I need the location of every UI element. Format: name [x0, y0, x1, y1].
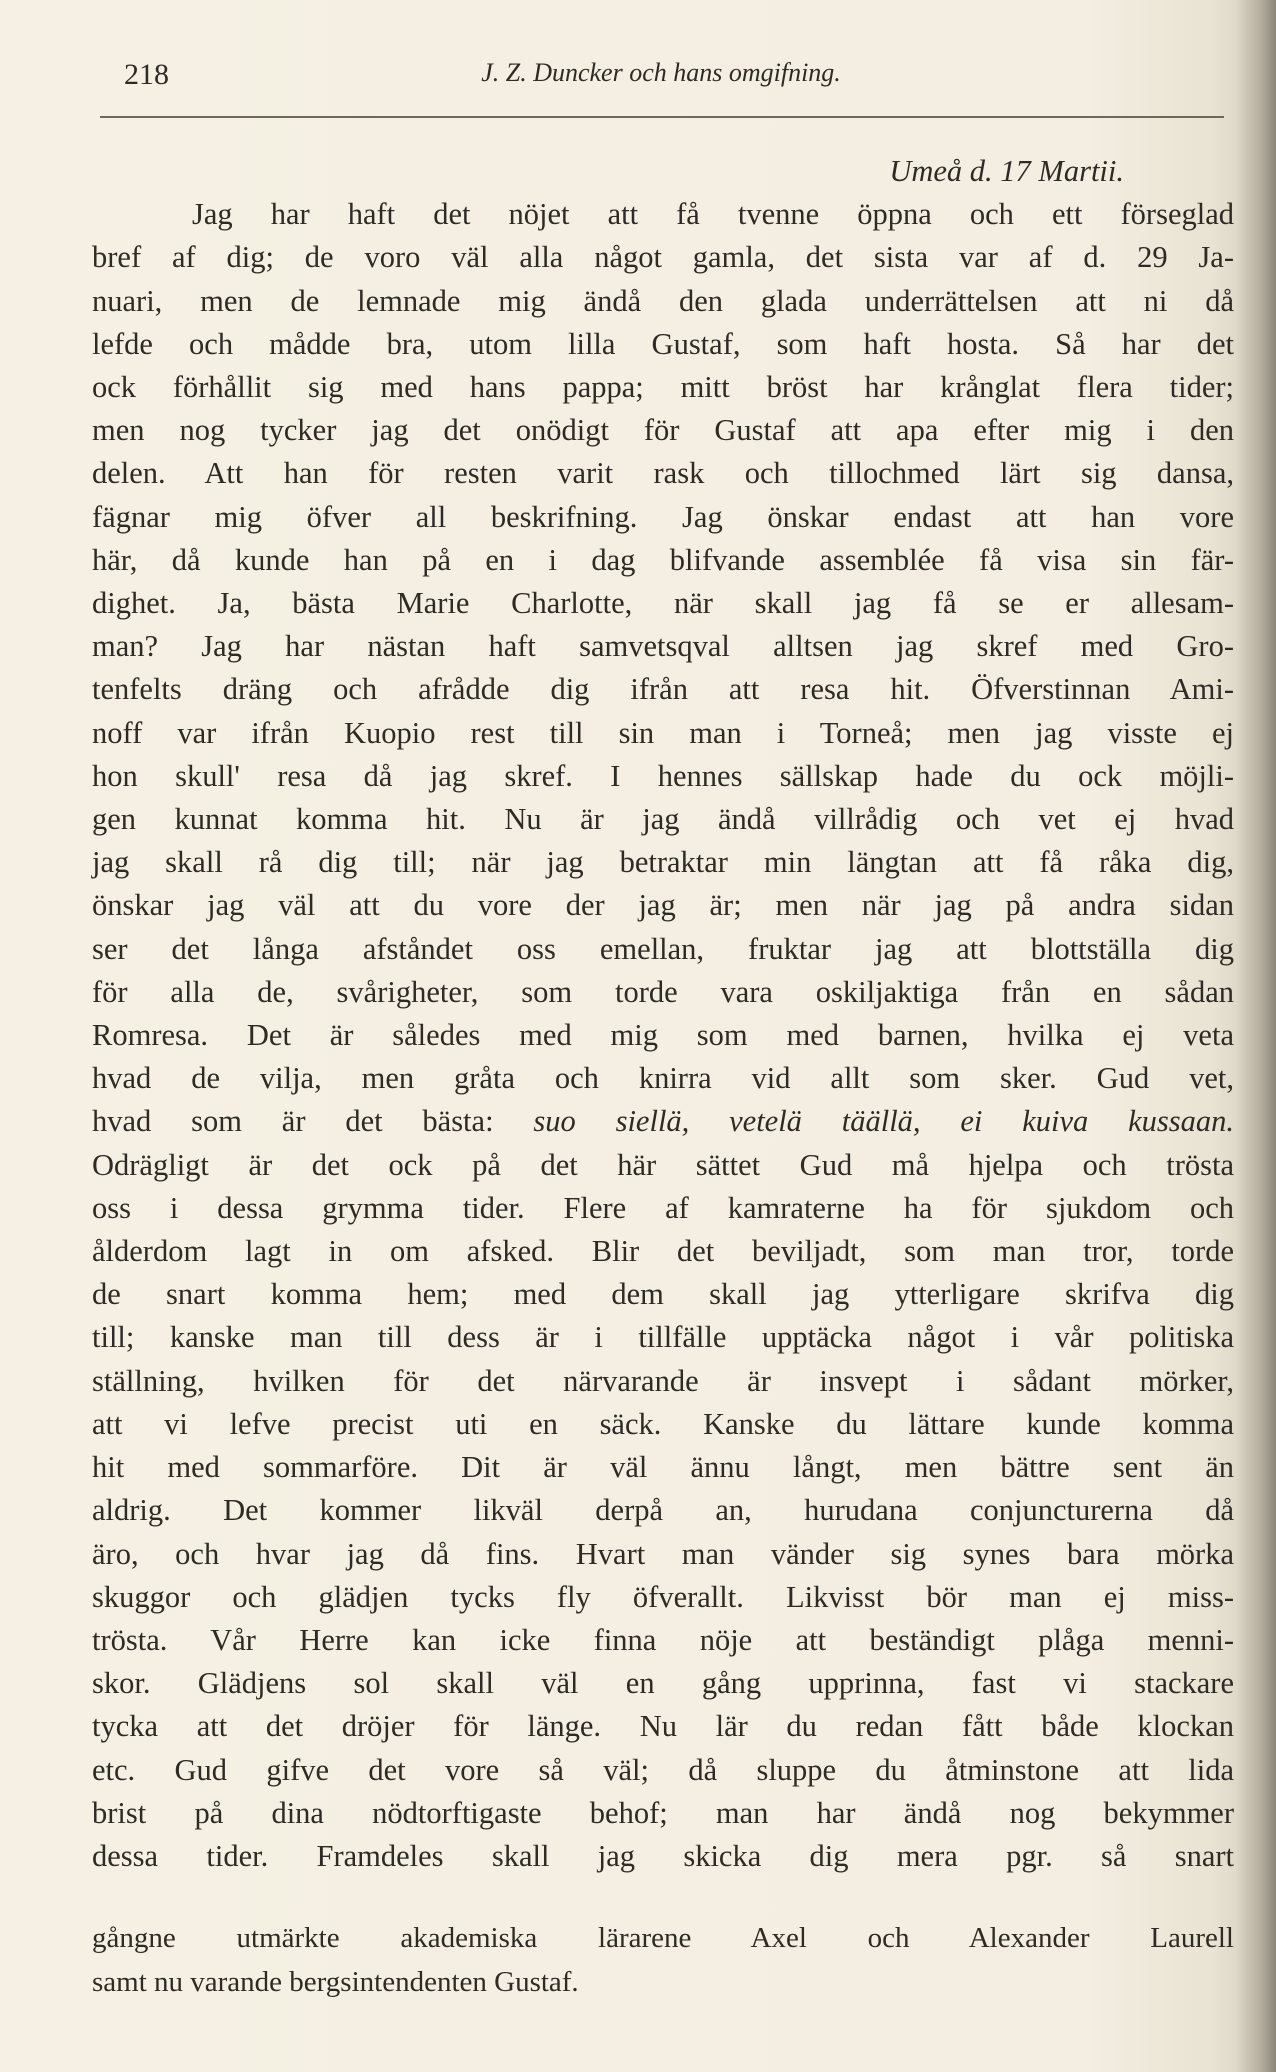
text-line: skor. Glädjens sol skall väl en gång upprinna, fast vi stackare — [92, 1666, 1234, 1701]
letter-lines — [92, 193, 1234, 1878]
text-line: aldrig. Det kommer likväl derpå an, hurudana conjuncturerna då — [92, 1493, 1234, 1528]
text-line: gen kunnat komma hit. Nu är jag ändå villrådig och vet ej hvad — [92, 802, 1234, 837]
text-line: ock förhållit sig med hans pappa; mitt bröst har krånglat flera tider; — [92, 370, 1234, 405]
dateline: Umeå d. 17 Martii. — [889, 154, 1124, 188]
page-edge-shadow — [1236, 0, 1276, 2072]
text-line: tenfelts dräng och afrådde dig ifrån att resa hit. Öfverstinnan Ami- — [92, 672, 1234, 707]
text-line-prefix: hvad som är det bästa: — [92, 1104, 534, 1139]
text-line: fägnar mig öfver all beskrifning. Jag önskar endast att han vore — [92, 499, 1234, 534]
footnote-line: samt nu varande bergsintendenten Gustaf. — [92, 1966, 579, 1998]
text-line: man? Jag har nästan haft samvetsqval alltsen jag skref med Gro- — [92, 629, 1234, 664]
text-line: dessa tider. Framdeles skall jag skicka dig mera pgr. så snart — [92, 1838, 1234, 1873]
header-rule — [100, 116, 1224, 118]
text-line: hit med sommarföre. Dit är väl ännu långt, men bättre sent än — [92, 1450, 1234, 1485]
footnote-line: gångne utmärkte akademiska lärarene Axel och Alexander Laurell — [92, 1922, 1234, 1954]
text-line: delen. Att han för resten varit rask och tillochmed lärt sig dansa, — [92, 456, 1234, 491]
text-line: önskar jag väl att du vore der jag är; men när jag på andra sidan — [92, 888, 1234, 923]
text-line: jag skall rå dig till; när jag betraktar min längtan att få råka dig, — [92, 845, 1234, 880]
text-line: till; kanske man till dess är i tillfälle upptäcka något i vår politiska — [92, 1320, 1234, 1355]
text-line: äro, och hvar jag då fins. Hvart man vänder sig synes bara mörka — [92, 1536, 1234, 1571]
running-head: J. Z. Duncker och hans omgifning. — [481, 58, 841, 87]
text-line — [92, 1100, 1234, 1143]
footnote — [92, 1916, 1234, 2004]
text-line: nuari, men de lemnade mig ändå den glada underrättelsen att ni då — [92, 283, 1234, 318]
text-line: Romresa. Det är således med mig som med barnen, hvilka ej veta — [92, 1018, 1234, 1053]
text-line: för alla de, svårigheter, som torde vara oskiljaktiga från en sådan — [92, 974, 1234, 1009]
text-line: ålderdom lagt in om afsked. Blir det beviljadt, som man tror, torde — [92, 1234, 1234, 1269]
text-line: ser det långa afståndet oss emellan, fruktar jag att blottställa dig — [92, 931, 1234, 966]
text-line: hon skull' resa då jag skref. I hennes sällskap hade du ock möjli- — [92, 758, 1234, 793]
text-line: dighet. Ja, bästa Marie Charlotte, när skall jag få se er allesam- — [92, 586, 1234, 621]
letter-body — [92, 150, 1234, 1878]
text-line: att vi lefve precist uti en säck. Kanske du lättare kunde komma — [92, 1406, 1234, 1441]
text-line: etc. Gud gifve det vore så väl; då sluppe du åtminstone att lida — [92, 1752, 1234, 1787]
text-line: tycka att det dröjer för länge. Nu lär du redan fått både klockan — [92, 1709, 1234, 1744]
text-line: oss i dessa grymma tider. Flere af kamraterne ha för sjukdom och — [92, 1190, 1234, 1225]
text-line: bref af dig; de voro väl alla något gamla, det sista var af d. 29 Ja- — [92, 240, 1234, 275]
text-line: lefde och mådde bra, utom lilla Gustaf, som haft hosta. Så har det — [92, 326, 1234, 361]
page-header — [96, 58, 1226, 108]
text-line: brist på dina nödtorftigaste behof; man har ändå nog bekymmer — [92, 1795, 1234, 1830]
text-line: trösta. Vår Herre kan icke finna nöje att beständigt plåga menni- — [92, 1622, 1234, 1657]
text-line: skuggor och glädjen tycks fly öfverallt. Likvisst bör man ej miss- — [92, 1579, 1234, 1614]
finnish-proverb: suo siellä, vetelä täällä, ei kuiva kussaan. — [533, 1104, 1235, 1139]
text-line: Odrägligt är det ock på det här sättet Gud må hjelpa och trösta — [92, 1147, 1234, 1182]
text-line: Jag har haft det nöjet att få tvenne öppna och ett förseglad — [192, 197, 1234, 232]
text-line: men nog tycker jag det onödigt för Gustaf att apa efter mig i den — [92, 413, 1234, 448]
text-line: hvad de vilja, men gråta och knirra vid allt som sker. Gud vet, — [92, 1061, 1234, 1096]
text-line: de snart komma hem; med dem skall jag ytterligare skrifva dig — [92, 1277, 1234, 1312]
page-number: 218 — [124, 58, 169, 91]
text-line: ställning, hvilken för det närvarande är insvept i sådant mörker, — [92, 1363, 1234, 1398]
text-line: noff var ifrån Kuopio rest till sin man i Torneå; men jag visste ej — [92, 715, 1234, 750]
text-line: här, då kunde han på en i dag blifvande assemblée få visa sin fär- — [92, 542, 1234, 577]
